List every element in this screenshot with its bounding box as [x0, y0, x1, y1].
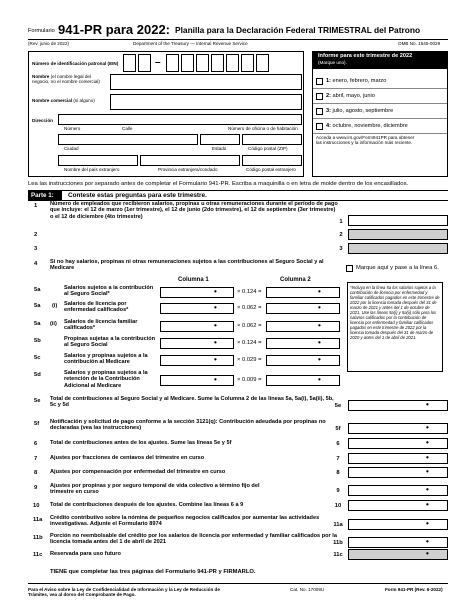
line5b-col1-field[interactable] [160, 338, 234, 349]
address-label: Dirección [32, 118, 53, 123]
line5f-box-number: 5f [335, 426, 341, 432]
line5d-col2-dot: • [318, 375, 321, 384]
line5a-col2-field[interactable] [266, 287, 340, 298]
line3-box-number: 3 [339, 246, 343, 252]
foreign-country-label: Nombre del país extranjero [64, 167, 120, 172]
line11b-dot: • [426, 537, 429, 546]
line11a-text: Crédito contributivo sobre la nómina de pequeños negocios calificados por aumentar las actividades investigativas. Adjunte el Formulario 8974 [50, 515, 320, 528]
ein-digit-4[interactable] [181, 54, 194, 72]
header-rule [28, 39, 448, 40]
line9-dot: • [426, 485, 429, 494]
line9-text: Ajustes por propinas y por seguro temporal de vida colectivo a término fijo del trimestre en curso [50, 483, 260, 496]
line5e-dot: • [426, 400, 429, 409]
quarter-3-checkbox[interactable] [316, 108, 323, 115]
line3-field [348, 243, 448, 254]
line1-number: 1 [34, 203, 38, 209]
instructions-line: Lea las instrucciones por separado antes de completar el Formulario 941-PR. Escriba a maquinilla o en letra de molde dentro de los encasillados. [28, 181, 409, 187]
line5aii-rate: × 0.062 = [237, 323, 262, 329]
line5a-rate: × 0.124 = [237, 289, 262, 295]
form-reference: Form 941-PR (Rev. 6-2022) [385, 587, 443, 592]
line11c-text: Reservada para uso futuro [50, 551, 121, 557]
line5e-box-number: 5e [334, 403, 342, 409]
quarter-4-label: 4: octubre, noviembre, diciembre [326, 123, 408, 129]
form-number: 941-PR para 2022: [58, 22, 171, 37]
line10-dot: • [426, 500, 429, 509]
ein-dash: – [155, 57, 161, 68]
line9-field[interactable] [348, 485, 448, 496]
line5aii-number: 5a [34, 321, 41, 327]
ein-digit-1[interactable] [123, 54, 136, 72]
line5d-col1-field[interactable] [160, 375, 234, 386]
line5ai-col2-dot: • [318, 303, 321, 312]
line11c-field [348, 549, 448, 560]
line5c-col2-dot: • [318, 355, 321, 364]
quarter-divider-2 [313, 103, 447, 104]
line4-number: 4 [34, 261, 38, 267]
name-label: Nombre (el nombre legal del negocio, no el nombre comercial) [32, 74, 100, 85]
line11b-number: 11b [33, 535, 43, 541]
line8-field[interactable] [348, 467, 448, 478]
line5f-text: Notificación y solicitud de pago conforme a la sección 3121(q): Contribución adeudada por propinas no declaradas (vea las instrucciones) [50, 419, 326, 432]
line1-field[interactable] [348, 215, 448, 226]
state-label: Estado [212, 146, 227, 151]
line7-dot: • [426, 453, 429, 462]
line11a-field[interactable] [348, 519, 448, 530]
foreign-province-field[interactable] [140, 155, 240, 166]
line6-box-number: 6 [336, 441, 340, 447]
line5aii-col1-field[interactable] [160, 321, 234, 332]
catalog-number: Cat. No. 17009U [290, 587, 325, 592]
quarter-1-checkbox[interactable] [316, 78, 323, 85]
revision-date: (Rev. junio de 2022) [28, 41, 70, 46]
ein-digit-9[interactable] [256, 54, 269, 72]
address-numero-label: Número [64, 126, 81, 131]
line5ai-col1-dot: • [214, 303, 217, 312]
line5ai-text: Salarios de licencia por enfermedad calificados* [64, 301, 129, 314]
line5d-rate: × 0.009 = [237, 377, 262, 383]
address-street-field[interactable] [58, 114, 302, 125]
line6-dot: • [426, 438, 429, 447]
line10-box-number: 10 [334, 503, 342, 509]
line9-box-number: 9 [336, 488, 340, 494]
line5b-text: Propinas sujetas a la contribución al Seguro Social [64, 336, 156, 349]
ein-digit-6[interactable] [211, 54, 224, 72]
quarter-subtitle: (Marque uno). [318, 59, 347, 65]
column1-header: Columna 1 [178, 277, 209, 283]
side-note: *Incluya en la línea 5a los salarios sujetos a la contribución de licencia por enfermedad y familiar calificados pagados en este trimestre de 2022 por la licencia tomada después del 31 de marzo de 2021 y antes del 1 de octubre de 2021. Use las líneas 5a(i) y 5a(ii) sólo para los salarios calificados por la contribución de licencia por enfermedad y familiar calificados pagados en este trimestre de 2022 por la licencia tomada después del 31 de marzo de 2020 y antes del 1 de abril de 2021. [347, 282, 443, 372]
quarter-divider-1 [313, 88, 447, 89]
line11b-box-number: 11b [333, 540, 343, 546]
line6-number: 6 [34, 441, 38, 447]
part1-title: Conteste estas preguntas para este trimestre. [68, 192, 207, 199]
line11b-text: Porción no reembolsable del crédito por los salarios de licencia por enfermedad y familiar calificados por la licencia tomada antes del 1 de abril de 2021 [50, 533, 337, 546]
line3-number: 3 [34, 246, 38, 252]
ein-digit-3[interactable] [166, 54, 179, 72]
form-header [28, 22, 448, 38]
line4-checkbox[interactable] [346, 265, 353, 272]
quarter-divider-4 [313, 133, 447, 134]
line11b-field[interactable] [348, 537, 448, 548]
footer-rule [28, 583, 448, 584]
quarter-2-checkbox[interactable] [316, 93, 323, 100]
column2-header: Columna 2 [280, 277, 311, 283]
part1-header [28, 190, 448, 201]
line7-field[interactable] [348, 453, 448, 464]
line5aii-col2-dot: • [318, 321, 321, 330]
line5aii-col2-field[interactable] [266, 321, 340, 332]
line9-number: 9 [34, 485, 38, 491]
city-field[interactable] [58, 134, 198, 145]
line5ai-rate: × 0.062 = [237, 305, 262, 311]
line2-box-number: 2 [339, 232, 343, 238]
line2-field [348, 229, 448, 240]
line11c-box-number: 11c [333, 552, 343, 558]
quarter-1-label: 1: enero, febrero, marzo [326, 78, 387, 84]
line5b-rate: × 0.124 = [237, 340, 262, 346]
ein-label: Número de identificación patronal (EIN) [32, 61, 119, 66]
trade-name-label: Nombre comercial (si alguno) [32, 98, 95, 103]
part1-label: Parte 1: [28, 191, 62, 200]
line5b-number: 5b [34, 338, 41, 344]
line8-text: Ajustes por compensación por enfermedad del trimestre en curso [50, 469, 226, 475]
ein-digit-2[interactable] [138, 54, 151, 72]
line5b-col1-dot: • [214, 338, 217, 347]
quarter-2-label: 2: abril, mayo, junio [326, 93, 375, 99]
line11c-dot: • [426, 549, 429, 558]
line1-box-number: 1 [339, 219, 343, 225]
quarter-4-checkbox[interactable] [316, 123, 323, 130]
ein-digit-5[interactable] [196, 54, 209, 72]
foreign-postal-field[interactable] [242, 155, 302, 166]
line5f-number: 5f [34, 421, 40, 427]
line5c-rate: × 0.029 = [237, 357, 262, 363]
line4-text: Si no hay salarios, propinas ni otras remuneraciones sujetos a las contribuciones al Seguro Social y al Medicare [50, 259, 324, 272]
next-page-note: TIENE que completar las tres páginas del Formulario 941-PR y FIRMARLO. [50, 569, 256, 575]
quarter-note: Acceda a www.irs.gov/Form941PR para obtener las instrucciones y la información más reciente. [316, 135, 415, 146]
line5c-col1-field[interactable] [160, 355, 234, 366]
line5e-number: 5e [34, 398, 41, 404]
line6-text: Total de contribuciones antes de los ajustes. Sume las líneas 5e y 5f [50, 440, 232, 446]
line4-check-label: Marque aquí y pase a la línea 6. [356, 265, 439, 271]
line5aii-sub: (ii) [50, 321, 57, 327]
line5f-field[interactable] [348, 423, 448, 434]
line5e-text: Total de contribuciones al Seguro Social y al Medicare. Sume la Columna 2 de las líneas 5a, 5a(i), 5a(ii), 5b, 5c y 5d [50, 396, 334, 409]
zip-label: Código postal (ZIP) [248, 146, 288, 151]
line2-number: 2 [34, 232, 38, 238]
trade-name-field[interactable] [110, 94, 302, 110]
line5c-col1-dot: • [214, 355, 217, 364]
line5c-text: Salarios y propinas sujetos a la contribución al Medicare [64, 353, 148, 366]
line5aii-text: Salarios de licencia familiar calificados* [64, 319, 138, 332]
name-field[interactable] [110, 74, 302, 90]
line5ai-number: 5a [34, 303, 41, 309]
line7-box-number: 7 [336, 456, 340, 462]
form-title: Planilla para la Declaración Federal TRIMESTRAL del Patrono [175, 25, 421, 35]
line5ai-sub: (i) [52, 303, 58, 309]
line5b-col2-field[interactable] [266, 338, 340, 349]
line5a-text: Salarios sujetos a la contribución al Seguro Social* [64, 285, 154, 298]
line5e-field[interactable] [348, 400, 448, 411]
line5c-number: 5c [34, 355, 41, 361]
line7-text: Ajustes por fracciones de centavos del trimestre en curso [50, 455, 205, 461]
quarter-divider-3 [313, 118, 447, 119]
line8-box-number: 8 [336, 470, 340, 476]
line5ai-col1-field[interactable] [160, 303, 234, 314]
line5f-dot: • [426, 423, 429, 432]
ein-digit-7[interactable] [226, 54, 239, 72]
quarter-header [313, 52, 447, 69]
line8-dot: • [426, 467, 429, 476]
line5a-col1-field[interactable] [160, 287, 234, 298]
line11a-dot: • [426, 519, 429, 528]
line5d-number: 5d [34, 372, 41, 378]
line11c-number: 11c [33, 552, 43, 558]
line10-field[interactable] [348, 500, 448, 511]
department-label: Department of the Treasury — Internal Revenue Service [133, 41, 248, 46]
line5a-col1-dot: • [214, 287, 217, 296]
line5d-col2-field[interactable] [266, 375, 340, 386]
address-calle-label: Calle [122, 126, 133, 131]
city-label: Ciudad [64, 146, 79, 151]
form-label: Formulario [28, 28, 55, 34]
address-oficina-label: Número de oficina o de habitación [228, 126, 298, 131]
line5aii-col1-dot: • [214, 321, 217, 330]
line11a-number: 11a [33, 517, 43, 523]
line8-number: 8 [34, 470, 38, 476]
foreign-postal-label: Código postal extranjero [246, 167, 296, 172]
zip-field[interactable] [242, 134, 302, 145]
line5a-number: 5a [34, 287, 41, 293]
quarter-title: Informe para este trimestre de 2022 [318, 53, 413, 59]
line5ai-col2-field[interactable] [266, 303, 340, 314]
foreign-country-field[interactable] [58, 155, 138, 166]
omb-number: OMB No. 1545-0029 [398, 41, 441, 46]
line10-number: 10 [33, 503, 40, 509]
line5d-col1-dot: • [214, 375, 217, 384]
ein-digit-8[interactable] [241, 54, 254, 72]
state-field[interactable] [200, 134, 240, 145]
foreign-province-label: Provincia extranjera/condado [158, 167, 218, 172]
line5d-text: Salarios y propinas sujetos a la retención de la Contribución Adicional al Medicare [64, 370, 148, 389]
line5a-col2-dot: • [318, 287, 321, 296]
line7-number: 7 [34, 456, 38, 462]
privacy-notice: Para el Aviso sobre la Ley de Confidencialidad de Información y la Ley de Reducción de Trámites, vea al dorso del Comprobante de Pago. [28, 587, 220, 598]
line6-field[interactable] [348, 438, 448, 449]
line10-text: Total de contribuciones después de los ajustes. Combine las líneas 6 a 9 [50, 502, 244, 508]
quarter-3-label: 3: julio, agosto, septiembre [326, 108, 394, 114]
line5c-col2-field[interactable] [266, 355, 340, 366]
line11a-box-number: 11a [333, 522, 343, 528]
line5b-col2-dot: • [318, 338, 321, 347]
line1-text: Número de empleados que recibieron salarios, propinas u otras remuneraciones durante el período de pago que incluye: el 12 de marzo (1er trimestre), el 12 de junio (2do trimestre), el 12 de septiembre (3er trimestre) o el 12 de diciembre (4to trimestre) [50, 201, 338, 220]
